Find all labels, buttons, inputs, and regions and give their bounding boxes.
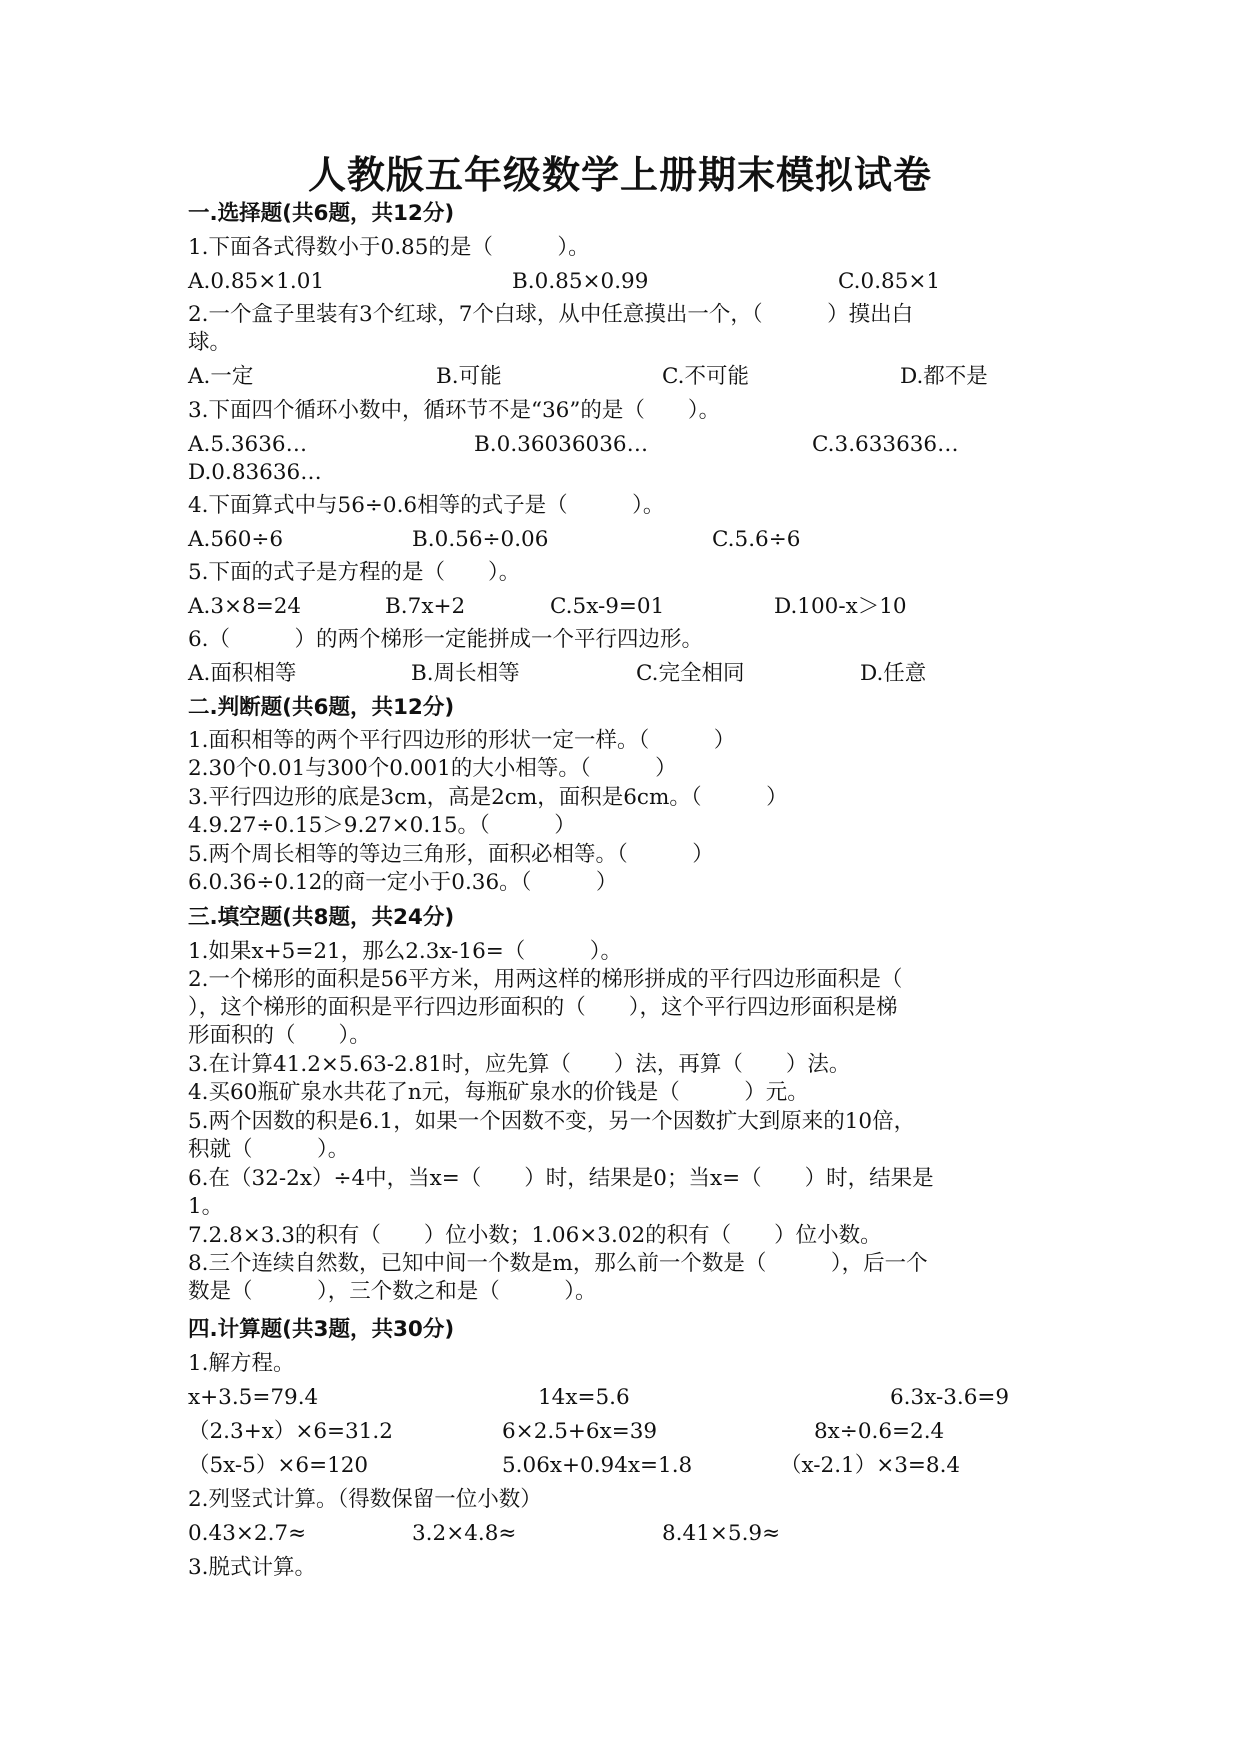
equation: 6×2.5+6x=39 bbox=[502, 1419, 658, 1444]
fill-blank-item: 2.一个梯形的面积是56平方米，用两这样的梯形拼成的平行四边形面积是（ bbox=[188, 967, 903, 992]
option-b: B.可能 bbox=[436, 364, 502, 389]
option-d: D.都不是 bbox=[900, 364, 988, 389]
judgement-item: 3.平行四边形的底是3cm，高是2cm，面积是6cm。（ ） bbox=[188, 785, 788, 810]
judgement-item: 6.0.36÷0.12的商一定小于0.36。（ ） bbox=[188, 870, 618, 895]
vertical-calc: 8.41×5.9≈ bbox=[662, 1521, 781, 1546]
calc-question: 2.列竖式计算。（得数保留一位小数） bbox=[188, 1487, 542, 1512]
fill-blank-item: 5.两个因数的积是6.1，如果一个因数不变，另一个因数扩大到原来的10倍， bbox=[188, 1109, 916, 1134]
equation: x+3.5=79.4 bbox=[188, 1385, 319, 1410]
judgement-item: 1.面积相等的两个平行四边形的形状一定一样。（ ） bbox=[188, 728, 736, 753]
section-heading-fill-blank: 三.填空题(共8题，共24分) bbox=[188, 905, 455, 930]
option-c: C.3.633636… bbox=[812, 432, 959, 457]
fill-blank-item-continued: 形面积的（ ）。 bbox=[188, 1023, 371, 1048]
option-a: A.5.3636… bbox=[188, 432, 308, 457]
section-heading-calculation: 四.计算题(共3题，共30分) bbox=[188, 1317, 455, 1342]
question-stem: 3.下面四个循环小数中，循环节不是“36”的是（ ）。 bbox=[188, 398, 721, 423]
fill-blank-item: 6.在（32-2x）÷4中，当x=（ ）时，结果是0；当x=（ ）时，结果是 bbox=[188, 1166, 934, 1191]
option-d: D.任意 bbox=[860, 661, 927, 686]
equation: （x-2.1）×3=8.4 bbox=[780, 1453, 961, 1478]
question-stem: 1.下面各式得数小于0.85的是（ ）。 bbox=[188, 235, 590, 260]
question-stem: 4.下面算式中与56÷0.6相等的式子是（ ）。 bbox=[188, 493, 665, 518]
equation: 8x÷0.6=2.4 bbox=[814, 1419, 945, 1444]
question-stem: 5.下面的式子是方程的是（ ）。 bbox=[188, 560, 521, 585]
question-stem: 2.一个盒子里装有3个红球，7个白球，从中任意摸出一个，（ ）摸出白 bbox=[188, 302, 914, 327]
page-title: 人教版五年级数学上册期末模拟试卷 bbox=[307, 153, 932, 197]
option-b: B.0.56÷0.06 bbox=[412, 527, 549, 552]
vertical-calc: 0.43×2.7≈ bbox=[188, 1521, 307, 1546]
option-c: C.5.6÷6 bbox=[712, 527, 801, 552]
fill-blank-item: 7.2.8×3.3的积有（ ）位小数；1.06×3.02的积有（ ）位小数。 bbox=[188, 1223, 882, 1248]
option-a: A.面积相等 bbox=[188, 661, 297, 686]
fill-blank-item-continued: 1。 bbox=[188, 1194, 224, 1219]
calc-question: 3.脱式计算。 bbox=[188, 1555, 317, 1580]
option-b: B.周长相等 bbox=[411, 661, 520, 686]
equation: 5.06x+0.94x=1.8 bbox=[502, 1453, 693, 1478]
judgement-item: 2.30个0.01与300个0.001的大小相等。（ ） bbox=[188, 756, 677, 781]
fill-blank-item: 4.买60瓶矿泉水共花了n元，每瓶矿泉水的价钱是（ ）元。 bbox=[188, 1080, 809, 1105]
option-c: C.5x-9=01 bbox=[550, 594, 665, 619]
option-a: A.560÷6 bbox=[188, 527, 284, 552]
fill-blank-item: 8.三个连续自然数，已知中间一个数是m，那么前一个数是（ ），后一个 bbox=[188, 1251, 928, 1276]
option-a: A.一定 bbox=[188, 364, 254, 389]
question-stem-continued: 球。 bbox=[188, 330, 232, 355]
question-stem: 6.（ ）的两个梯形一定能拼成一个平行四边形。 bbox=[188, 627, 704, 652]
equation: 6.3x-3.6=9 bbox=[890, 1385, 1010, 1410]
option-b: B.7x+2 bbox=[385, 594, 466, 619]
section-heading-choice: 一.选择题(共6题，共12分) bbox=[188, 201, 455, 226]
equation: 14x=5.6 bbox=[538, 1385, 630, 1410]
option-d: D.0.83636… bbox=[188, 460, 322, 485]
option-d: D.100-x＞10 bbox=[774, 594, 907, 619]
option-c: C.完全相同 bbox=[636, 661, 745, 686]
calc-question: 1.解方程。 bbox=[188, 1351, 295, 1376]
option-b: B.0.85×0.99 bbox=[512, 269, 649, 294]
judgement-item: 5.两个周长相等的等边三角形，面积必相等。（ ） bbox=[188, 842, 714, 867]
equation: （5x-5）×6=120 bbox=[188, 1453, 369, 1478]
option-a: A.3×8=24 bbox=[188, 594, 302, 619]
option-a: A.0.85×1.01 bbox=[188, 269, 325, 294]
equation: （2.3+x）×6=31.2 bbox=[188, 1419, 393, 1444]
option-b: B.0.36036036… bbox=[474, 432, 649, 457]
vertical-calc: 3.2×4.8≈ bbox=[412, 1521, 517, 1546]
fill-blank-item-continued: 数是（ ），三个数之和是（ ）。 bbox=[188, 1279, 597, 1304]
section-heading-judgement: 二.判断题(共6题，共12分) bbox=[188, 695, 455, 720]
fill-blank-item-continued: 积就（ ）。 bbox=[188, 1137, 350, 1162]
option-c: C.0.85×1 bbox=[838, 269, 941, 294]
fill-blank-item: 1.如果x+5=21，那么2.3x-16=（ ）。 bbox=[188, 939, 623, 964]
fill-blank-item: 3.在计算41.2×5.63-2.81时，应先算（ ）法，再算（ ）法。 bbox=[188, 1052, 851, 1077]
fill-blank-item-continued: ），这个梯形的面积是平行四边形面积的（ ），这个平行四边形面积是梯 bbox=[188, 995, 898, 1020]
judgement-item: 4.9.27÷0.15＞9.27×0.15。（ ） bbox=[188, 813, 576, 838]
option-c: C.不可能 bbox=[662, 364, 750, 389]
